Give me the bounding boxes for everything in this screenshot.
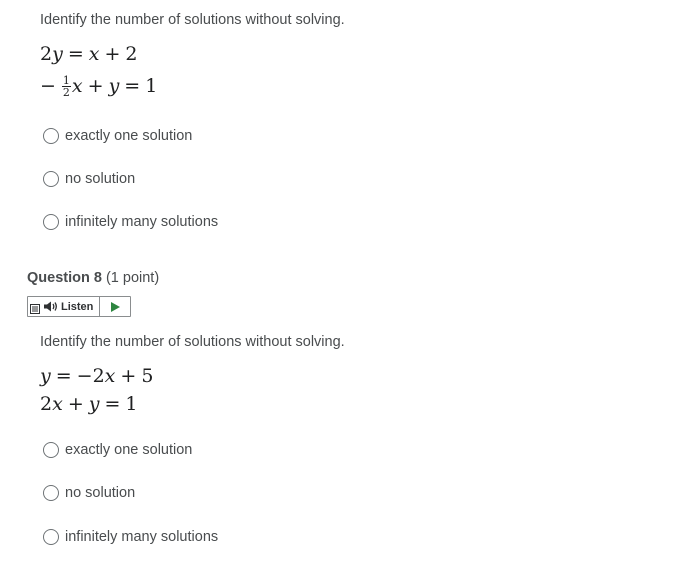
- q7-eq2-sign: −: [40, 75, 56, 97]
- q7-option-label: exactly one solution: [65, 128, 193, 144]
- q8-option-infinitely-many[interactable]: [43, 526, 218, 548]
- q7-option-exactly-one[interactable]: [43, 125, 192, 147]
- q8-equation-2: [40, 392, 137, 418]
- q8-points: (1 point): [105, 270, 160, 286]
- listen-button[interactable]: [42, 297, 100, 316]
- q8-option-label: infinitely many solutions: [65, 529, 219, 545]
- q7-equation-2: [40, 74, 157, 100]
- q7-eq2-var1: x: [71, 75, 83, 97]
- q7-option-label: no solution: [65, 171, 136, 187]
- q7-eq2-rhs: 1: [145, 75, 158, 97]
- q7-eq1-equals: =: [67, 43, 84, 65]
- listen-label: Listen: [61, 300, 94, 313]
- q8-heading: [27, 270, 159, 286]
- q7-eq2-plus: +: [87, 75, 104, 97]
- radio-button[interactable]: [43, 485, 59, 501]
- q7-option-no-solution[interactable]: [43, 168, 135, 190]
- speaker-icon: [44, 301, 58, 312]
- listen-control: [27, 296, 131, 317]
- q7-eq2-frac-num: 1: [62, 73, 70, 87]
- q7-prompt: Identify the number of solutions without solving.: [40, 12, 345, 28]
- q7-eq2-frac-den: 2: [62, 85, 70, 99]
- play-button[interactable]: [100, 297, 130, 316]
- q8-eq1-rhs: 5: [141, 365, 154, 387]
- q7-equation-1: [40, 42, 137, 68]
- q7-eq2-fraction: [62, 75, 71, 98]
- q8-option-no-solution[interactable]: [43, 482, 135, 504]
- q7-eq2-equals: =: [124, 75, 141, 97]
- q8-eq1-plus: +: [120, 365, 137, 387]
- q8-option-label: exactly one solution: [65, 442, 193, 458]
- q8-prompt: Identify the number of solutions without solving.: [40, 334, 345, 350]
- q8-eq2-plus: +: [67, 393, 84, 415]
- radio-button[interactable]: [43, 214, 59, 230]
- q8-option-label: no solution: [65, 485, 136, 501]
- q8-eq1-var2: x: [104, 365, 116, 387]
- q8-eq2-equals: =: [104, 393, 121, 415]
- q7-eq1-rhs-var: x: [88, 43, 100, 65]
- q8-eq2-var1: x: [52, 393, 63, 415]
- q8-eq2-var2: y: [88, 393, 100, 415]
- q7-eq1-plus: +: [104, 43, 121, 65]
- radio-button[interactable]: [43, 128, 59, 144]
- q8-title: Question 8: [27, 270, 102, 286]
- q8-eq1-var1: y: [40, 365, 51, 387]
- menu-icon[interactable]: [28, 297, 42, 316]
- q8-eq1-equals: =: [55, 365, 72, 387]
- q7-eq2-var2: y: [108, 75, 120, 97]
- q8-option-exactly-one[interactable]: [43, 439, 192, 461]
- q8-eq1-coef: −2: [76, 365, 105, 387]
- play-icon: [111, 302, 120, 312]
- radio-button[interactable]: [43, 529, 59, 545]
- q7-eq1-lhs-var: y: [52, 43, 63, 65]
- q7-option-label: infinitely many solutions: [65, 214, 219, 230]
- q7-eq1-rhs-const: 2: [125, 43, 138, 65]
- q8-eq2-rhs: 1: [125, 393, 138, 415]
- radio-button[interactable]: [43, 442, 59, 458]
- q7-eq1-lhs-coef: 2: [40, 43, 53, 65]
- radio-button[interactable]: [43, 171, 59, 187]
- q8-equation-1: [40, 364, 153, 390]
- q8-eq2-coef: 2: [40, 393, 53, 415]
- q7-option-infinitely-many[interactable]: [43, 211, 218, 233]
